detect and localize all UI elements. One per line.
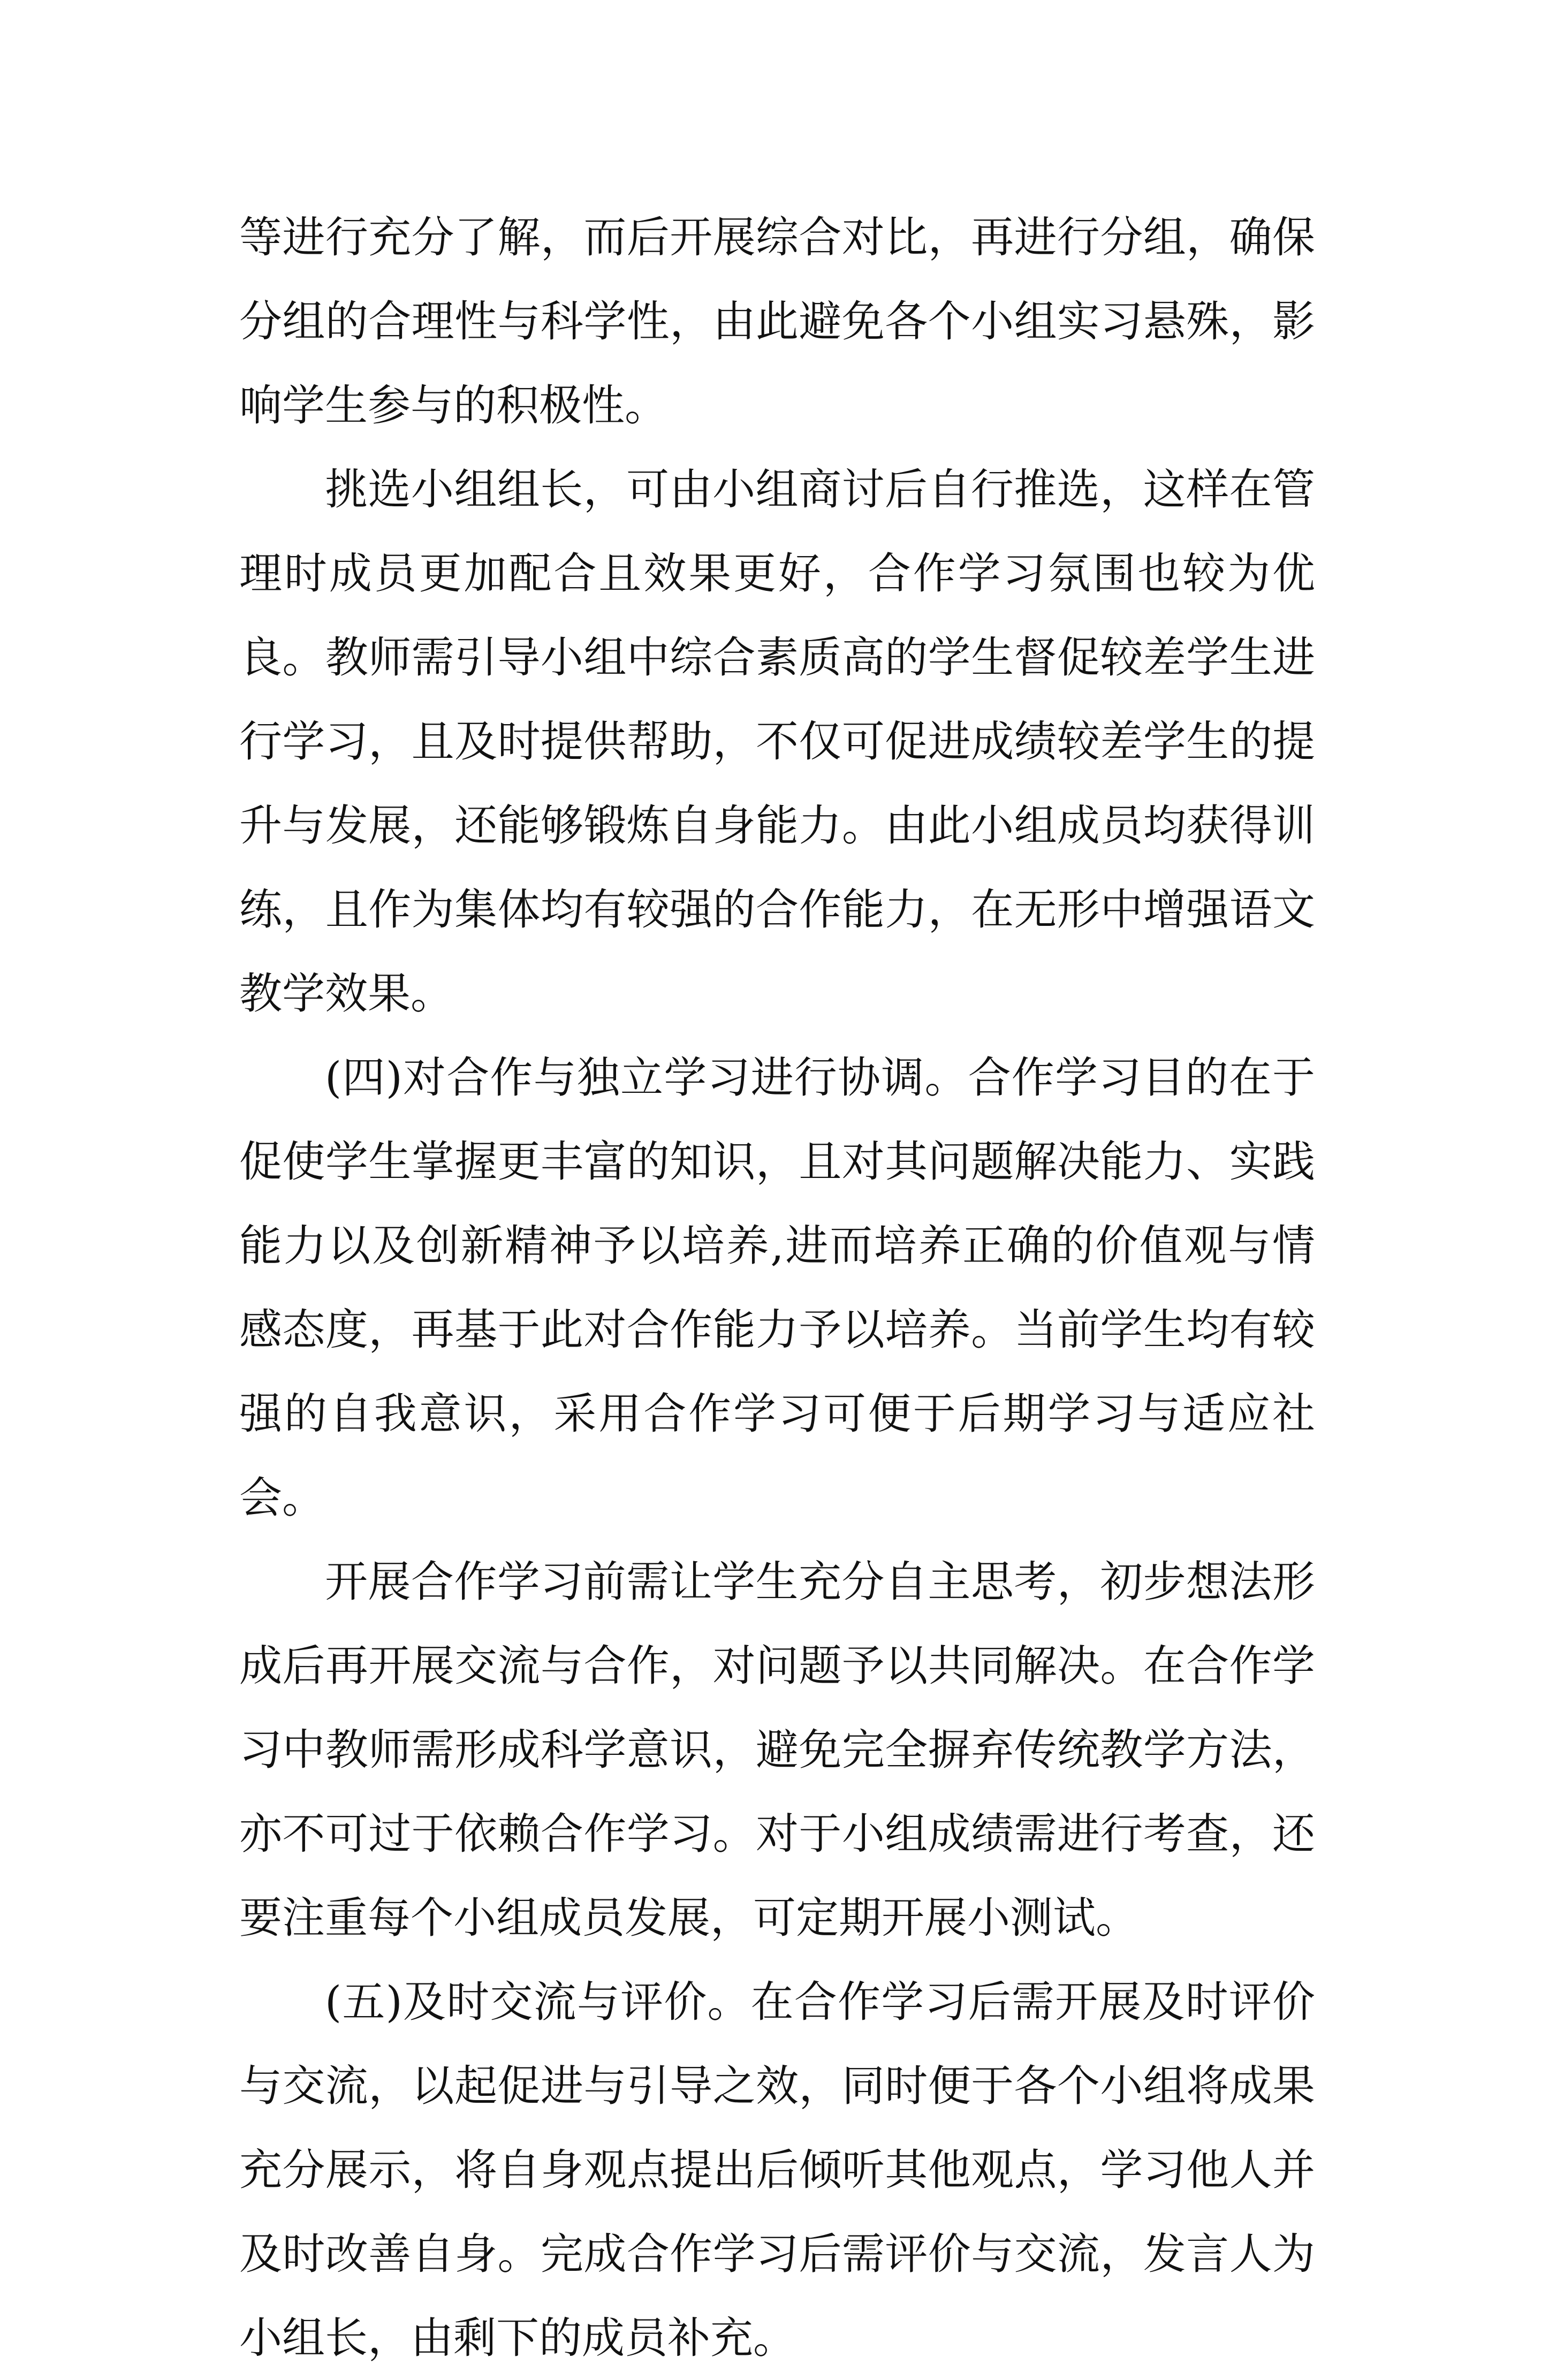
body-text xyxy=(239,195,1315,2380)
paragraph-independent-thinking: 开展合作学习前需让学生充分自主思考，初步想法形成后再开展交流与合作，对问题予以共同解决。在合作学习中教师需形成科学意识，避免完全摒弃传统教学方法，亦不可过于依赖合作学习。对于小组成绩需进行考查，还要注重每个小组成员发展，可定期开展小测试。 xyxy=(239,1557,1315,1943)
paragraph-group-leader: 挑选小组组长，可由小组商讨后自行推选，这样在管理时成员更加配合且效果更好，合作学习氛围也较为优良。教师需引导小组中综合素质高的学生督促较差学生进行学习，且及时提供帮助，不仅可促进成绩较差学生的提升与发展，还能够锻炼自身能力。由此小组成员均获得训练，且作为集体均有较强的合作能力，在无形中增强语文教学效果。 xyxy=(239,465,1315,1018)
paragraph-section-five: (五)及时交流与评价。在合作学习后需开展及时评价与交流，以起促进与引导之效，同时便于各个小组将成果充分展示，将自身观点提出后倾听其他观点，学习他人并及时改善自身。完成合作学习后需评价与交流，发言人为小组长，由剩下的成员补充。 xyxy=(239,1977,1315,2363)
paragraph-section-four: (四)对合作与独立学习进行协调。合作学习目的在于促使学生掌握更丰富的知识，且对其问题解决能力、实践能力以及创新精神予以培养,进而培养正确的价值观与情感态度，再基于此对合作能力予以培养。当前学生均有较强的自我意识，采用合作学习可便于后期学习与适应社会。 xyxy=(239,1053,1315,1523)
paragraph-continuation: 等进行充分了解，而后开展综合对比，再进行分组，确保分组的合理性与科学性，由此避免各个小组实习悬殊，影响学生参与的积极性。 xyxy=(239,212,1315,430)
